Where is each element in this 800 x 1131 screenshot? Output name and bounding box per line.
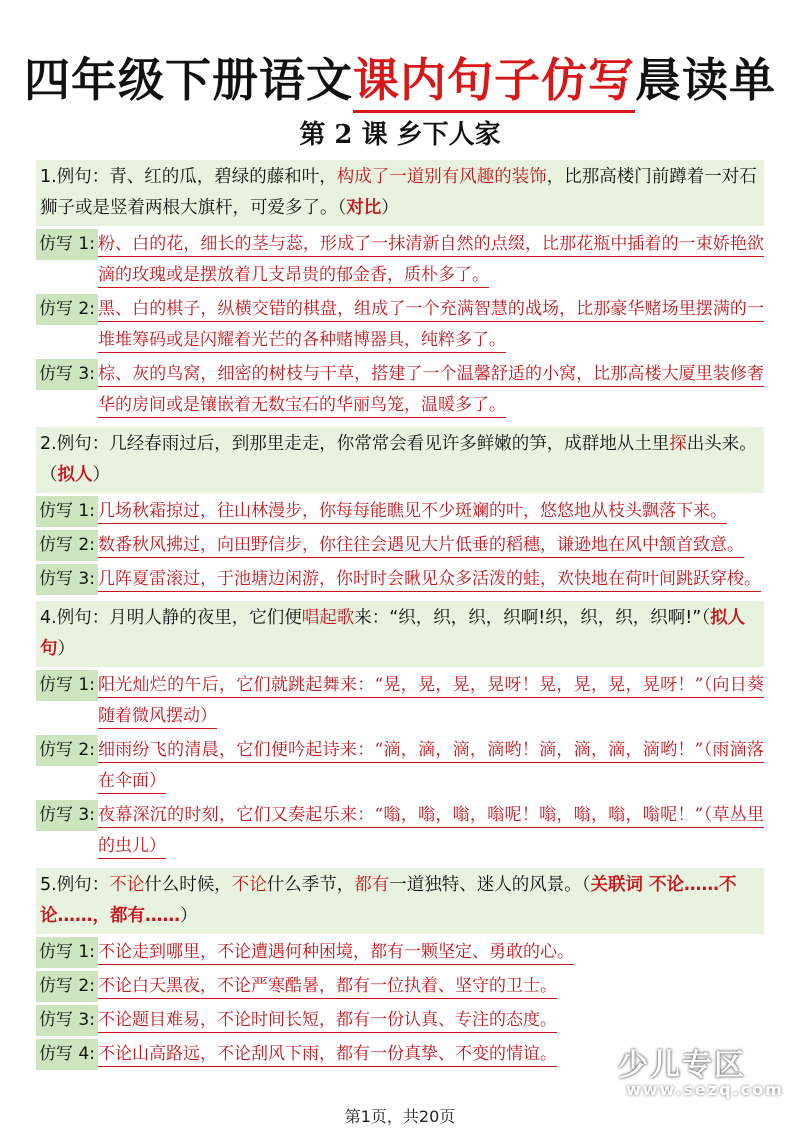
imitation-row xyxy=(36,1005,764,1036)
example-highlight: 不论 xyxy=(231,875,267,895)
imitation-sentence: 不论题目难易，不论时间长短，都有一份认真、专注的态度。 xyxy=(98,1010,557,1033)
example-highlight: 不论 xyxy=(109,875,145,895)
imitation-row xyxy=(36,530,764,561)
example-text: ） xyxy=(57,639,75,659)
title-part3: 晨读单 xyxy=(635,53,776,107)
imitation-sentence: 几阵夏雷滚过，于池塘边闲游，你时时会瞅见众多活泼的蛙，欢快地在荷叶间跳跃穿梭。 xyxy=(98,569,761,592)
imitation-text xyxy=(98,294,764,356)
example-highlight: 唱起歌 xyxy=(301,608,355,628)
imitation-sentence: 粉、白的花，细长的茎与蕊，形成了一抹清新自然的点缀，比那花瓶中插着的一束娇艳欲滴的玫瑰或是摆放着几支昂贵的郁金香，质朴多了。 xyxy=(98,234,764,288)
imitation-sentence: 几场秋霜掠过，往山林漫步，你每每能瞧见不少斑斓的叶，悠悠地从枝头飘落下来。 xyxy=(98,501,727,524)
imitation-sentence: 夜幕深沉的时刻，它们又奏起乐来：“嗡，嗡，嗡，嗡呢！嗡，嗡，嗡，嗡呢！”（草丛里的虫儿） xyxy=(98,805,764,859)
imitation-row xyxy=(36,564,764,595)
imitation-text xyxy=(98,937,574,968)
imitation-sentence: 不论走到哪里，不论遭遇何种困境，都有一颗坚定、勇敢的心。 xyxy=(98,942,574,965)
imitation-row xyxy=(36,971,764,1002)
imitation-label: 仿写 3: xyxy=(36,564,98,595)
example-text: ） xyxy=(180,906,198,926)
imitation-row xyxy=(36,359,764,421)
imitation-sentence: 棕、灰的鸟窝，细密的树枝与干草，搭建了一个温馨舒适的小窝，比那高楼大厦里装修奢华的房间或是镶嵌着无数宝石的华丽鸟笼，温暖多了。 xyxy=(98,364,764,418)
section-1 xyxy=(36,160,764,421)
imitation-text xyxy=(98,670,764,732)
imitation-label: 仿写 1: xyxy=(36,229,98,260)
example-sentence xyxy=(36,868,764,934)
imitation-text xyxy=(98,971,557,1002)
watermark-title: 少儿专区 xyxy=(618,1048,746,1083)
imitation-sentence: 细雨纷飞的清晨，它们便吟起诗来：“滴，滴，滴，滴哟！滴，滴，滴，滴哟！”（雨滴落在伞面） xyxy=(98,740,764,794)
imitation-row xyxy=(36,670,764,732)
imitation-sentence: 阳光灿烂的午后，它们就跳起舞来：“晃，晃，晃，晃呀！晃，晃，晃，晃呀！”（向日葵随着微风摆动） xyxy=(98,675,764,729)
imitation-label: 仿写 1: xyxy=(36,937,98,968)
imitation-label: 仿写 2: xyxy=(36,735,98,766)
imitation-row xyxy=(36,735,764,797)
imitation-label: 仿写 3: xyxy=(36,1005,98,1036)
title-highlight: 课内句子仿写 xyxy=(353,53,635,107)
main-content xyxy=(36,154,764,1070)
example-text: 出头来。（ xyxy=(40,434,757,485)
example-highlight: 构成了一道别有风趣的装饰 xyxy=(336,167,547,187)
watermark xyxy=(608,1040,784,1110)
example-text: ） xyxy=(381,198,399,218)
example-highlight: 都有 xyxy=(354,875,390,895)
imitation-row xyxy=(36,937,764,968)
imitation-row xyxy=(36,294,764,356)
imitation-row xyxy=(36,496,764,527)
imitation-text xyxy=(98,1005,557,1036)
page-footer: 第1页，共20页 xyxy=(344,1107,456,1126)
imitation-label: 仿写 3: xyxy=(36,800,98,831)
example-sentence xyxy=(36,601,764,667)
imitation-row xyxy=(36,229,764,291)
imitation-text xyxy=(98,564,761,595)
imitation-label: 仿写 2: xyxy=(36,530,98,561)
imitation-text xyxy=(98,800,764,862)
page-title xyxy=(0,44,800,110)
section-4 xyxy=(36,601,764,862)
example-text: 1.例句：青、红的瓜，碧绿的藤和叶， xyxy=(40,167,337,187)
example-text: 什么季节， xyxy=(266,875,355,895)
imitation-label: 仿写 2: xyxy=(36,971,98,1002)
title-part1: 四年级下册语文 xyxy=(24,53,353,107)
example-text: 5.例句： xyxy=(40,875,110,895)
imitation-sentence: 数番秋风拂过，向田野信步，你往往会遇见大片低垂的稻穗，谦逊地在风中颔首致意。 xyxy=(98,535,744,558)
imitation-label: 仿写 2: xyxy=(36,294,98,325)
example-highlight: 探 xyxy=(669,434,687,454)
example-text: 4.例句：月明人静的夜里，它们便 xyxy=(40,608,302,628)
imitation-text xyxy=(98,735,764,797)
imitation-text xyxy=(98,530,744,561)
example-text: 2.例句：几经春雨过后，到那里走走，你常常会看见许多鲜嫩的笋，成群地从土里 xyxy=(40,434,670,454)
imitation-label: 仿写 1: xyxy=(36,670,98,701)
example-text: 一道独特、迷人的风景。（ xyxy=(389,875,591,895)
watermark-url: www.sezq.com xyxy=(626,1080,784,1099)
example-text: ） xyxy=(92,465,110,485)
imitation-text xyxy=(98,359,764,421)
imitation-sentence: 黑、白的棋子，纵横交错的棋盘，组成了一个充满智慧的战场，比那豪华赌场里摆满的一堆堆筹码或是闪耀着光芒的各种赌博器具，纯粹多了。 xyxy=(98,299,764,353)
imitation-label: 仿写 4: xyxy=(36,1039,98,1070)
example-text: ，比那高楼门前蹲着一对石狮子或是竖着两根大旗杆，可爱多了。（ xyxy=(40,167,757,218)
example-sentence xyxy=(36,160,764,226)
imitation-sentence: 不论白天黑夜，不论严寒酷暑，都有一位执着、坚守的卫士。 xyxy=(98,976,557,999)
imitation-row xyxy=(36,800,764,862)
imitation-text xyxy=(98,496,727,527)
imitation-label: 仿写 1: xyxy=(36,496,98,527)
imitation-text xyxy=(98,229,764,291)
technique-label: 拟人句 xyxy=(40,608,746,659)
technique-label: 拟人 xyxy=(57,465,93,485)
imitation-text xyxy=(98,1039,557,1070)
lesson-heading: 第 2 课 乡下人家 xyxy=(299,120,501,150)
technique-label: 对比 xyxy=(346,198,382,218)
technique-label: 关联词 不论……不论……，都有…… xyxy=(40,875,737,926)
section-2 xyxy=(36,427,764,595)
example-text: 来：“织，织，织，织啊!织，织，织，织啊!”（ xyxy=(354,608,711,628)
example-text: 什么时候， xyxy=(144,875,232,895)
example-sentence xyxy=(36,427,764,493)
imitation-sentence: 不论山高路远，不论刮风下雨，都有一份真挚、不变的情谊。 xyxy=(98,1044,557,1067)
imitation-label: 仿写 3: xyxy=(36,359,98,390)
